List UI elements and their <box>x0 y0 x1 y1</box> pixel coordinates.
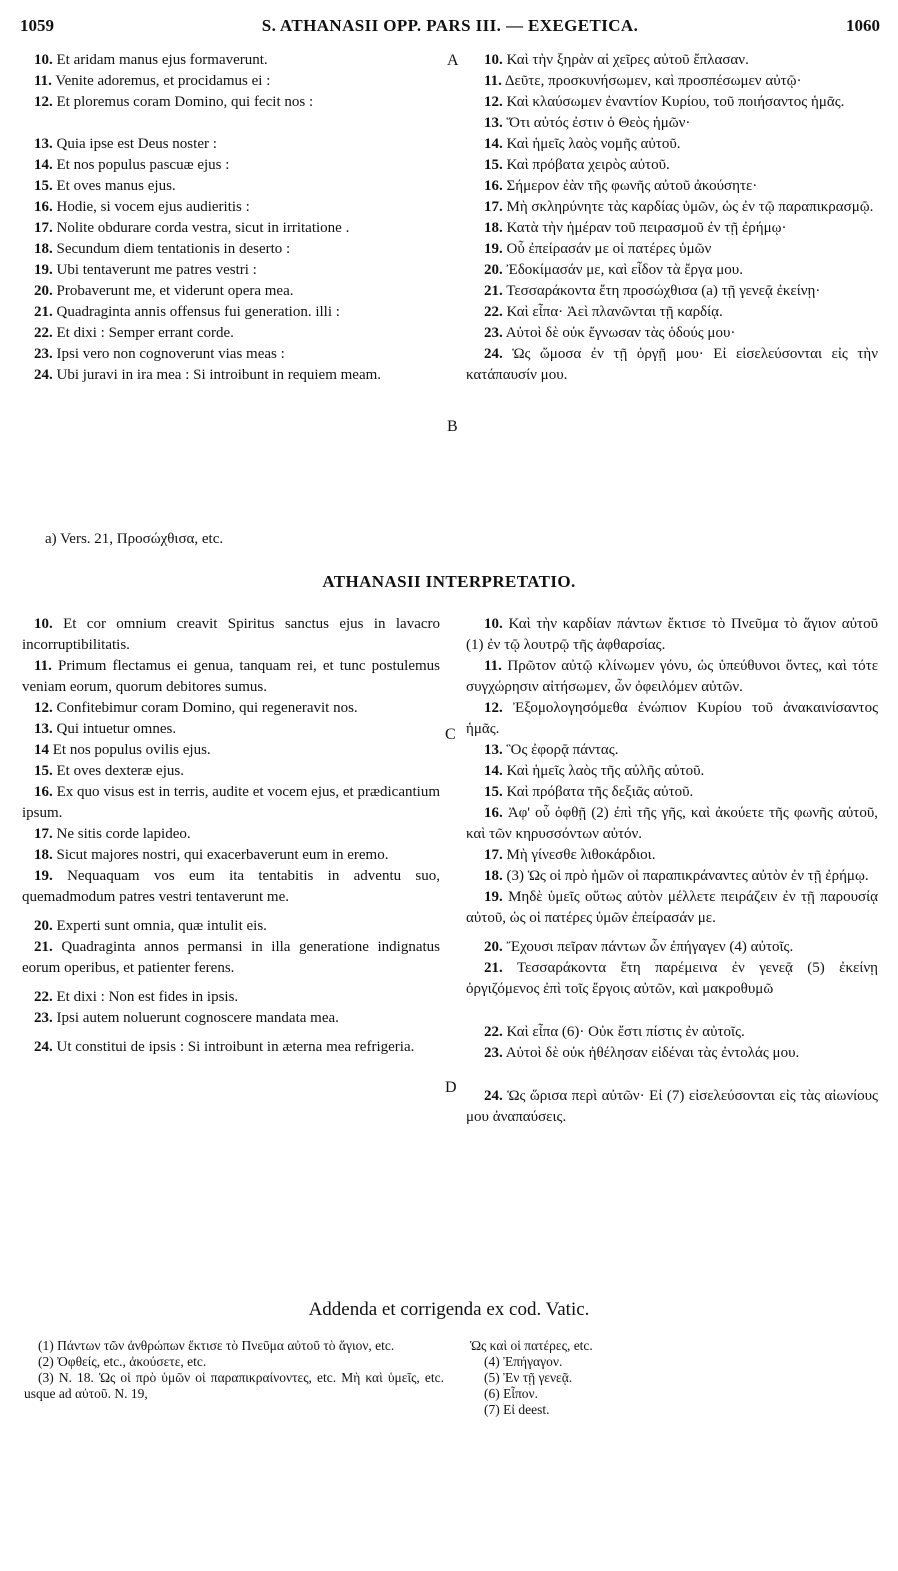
verse: 20. Ἔχουσι πεῖραν πάντων ὧν ἐπήγαγεν (4) αὐτοῖς. <box>484 939 794 955</box>
verse: 24. Ὡς ὤμοσα ἐν τῇ ὀργῇ μου· Εἰ εἰσελεύσονται εἰς τὴν κατάπαυσίν μου. <box>466 346 878 383</box>
verse: 11. Primum flectamus ei genua, tanquam rei, et tunc postulemus veniam eorum, quorum debitores sumus. <box>22 658 440 695</box>
verse: 21. Quadraginta annos permansi in illa generatione indignatus eorum operibus, et patienter ferens. <box>22 939 441 976</box>
verse: 10. Et aridam manus ejus formaverunt. <box>34 52 268 68</box>
verse: 14 Et nos populus ovilis ejus. <box>34 742 211 758</box>
verse: 11. Πρῶτον αὐτῷ κλίνωμεν γόνυ, ὡς ὑπεύθυνοι ὄντες, καὶ τότε συγχώρησιν αἰτήσωμεν, ὧν ὀφειλόμεν αὐτῶν. <box>466 658 879 695</box>
verse: 19. Μηδὲ ὑμεῖς οὕτως αὐτὸν μέλλετε πειράζειν ἐν τῇ παρουσίᾳ αὐτοῦ, ὡς οἱ πατέρες ὑμῶν ἐπείρασάν με. <box>466 889 879 926</box>
verse: 15. Καὶ πρόβατα τῆς δεξιᾶς αὐτοῦ. <box>484 784 694 800</box>
bottom-latin-column <box>22 614 440 1058</box>
addenda-note: (4) Ἐπήγαγον. <box>484 1354 563 1369</box>
page-number-left: 1059 <box>20 16 54 35</box>
margin-letter-d: D <box>445 1079 457 1096</box>
verse: 10. Et cor omnium creavit Spiritus sanctus ejus in lavacro incorruptibilitatis. <box>22 616 441 653</box>
verse: 14. Καὶ ἡμεῖς λαὸς νομῆς αὐτοῦ. <box>484 136 681 152</box>
verse: 23. Ipsi autem noluerunt cognoscere mandata mea. <box>34 1010 339 1026</box>
verse: 14. Et nos populus pascuæ ejus : <box>34 157 230 173</box>
verse: 19. Ubi tentaverunt me patres vestri : <box>34 262 257 278</box>
running-title: S. ATHANASII OPP. PARS III. — EXEGETICA. <box>261 16 639 35</box>
verse: 20. Experti sunt omnia, quæ intulit eis. <box>34 918 267 934</box>
page-header <box>20 12 880 38</box>
verse: 17. Μὴ γίνεσθε λιθοκάρδιοι. <box>484 847 656 863</box>
verse: 12. Ἐξομολογησόμεθα ἐνώπιον Κυρίου τοῦ ἀνακαινίσαντος ἡμᾶς. <box>466 700 879 737</box>
verse: 13. Ὅτι αὐτός ἐστιν ὁ Θεὸς ἡμῶν· <box>484 115 691 131</box>
footnote: a) Vers. 21, Προσώχθισα, etc. <box>45 531 224 547</box>
verse: 16. Ex quo visus est in terris, audite et vocem ejus, et prædicantium ipsum. <box>22 784 441 821</box>
verse: 20. Ἐδοκίμασάν με, καὶ εἶδον τὰ ἔργα μου. <box>484 262 743 278</box>
addenda-note: (6) Εἶπον. <box>484 1386 539 1401</box>
verse: 17. Nolite obdurare corda vestra, sicut in irritatione . <box>34 220 350 236</box>
verse: 10. Καὶ τὴν ξηρὰν αἱ χεῖρες αὐτοῦ ἔπλασαν. <box>484 52 749 68</box>
verse: 24. Ubi juravi in ira mea : Si introibunt in requiem meam. <box>34 367 382 383</box>
verse: 18. Κατὰ τὴν ἡμέραν τοῦ πειρασμοῦ ἐν τῇ ἐρήμῳ· <box>484 220 787 236</box>
verse: 15. Et oves manus ejus. <box>34 178 176 194</box>
top-greek-column <box>466 50 878 386</box>
page-number-right: 1060 <box>846 16 880 35</box>
verse: 20. Probaverunt me, et viderunt opera mea. <box>34 283 294 299</box>
verse: 15. Et oves dexteræ ejus. <box>34 763 184 779</box>
verse: 21. Τεσσαράκοντα ἔτη προσώχθισα (a) τῇ γενεᾷ ἐκείνῃ· <box>484 283 821 299</box>
margin-letter-a: A <box>447 52 459 69</box>
verse: 23. Αὐτοὶ δὲ οὐκ ἔγνωσαν τὰς ὁδούς μου· <box>484 325 736 341</box>
verse: 24. Ut constitui de ipsis : Si introibunt in æterna mea refrigeria. <box>34 1039 415 1055</box>
verse: 18. Secundum diem tentationis in deserto : <box>34 241 291 257</box>
addenda-note: (3) N. 18. Ὡς οἱ πρὸ ὑμῶν οἱ παραπικραίνοντες, etc. Μὴ καὶ ὑμεῖς, etc. usque ad αὐτοῦ. N. 19, <box>24 1370 444 1401</box>
addenda-note: (2) Ὀφθείς, etc., ἀκούσετε, etc. <box>38 1354 207 1369</box>
addenda-heading: Addenda et corrigenda ex cod. Vatic. <box>308 1299 590 1320</box>
addenda-left-column <box>24 1338 444 1402</box>
verse: 12. Et ploremus coram Domino, qui fecit nos : <box>34 94 314 110</box>
margin-letter-b: B <box>447 418 458 435</box>
margin-letter-c: C <box>445 726 456 743</box>
verse: 16. Hodie, si vocem ejus audieritis : <box>34 199 250 215</box>
verse: 11. Δεῦτε, προσκυνήσωμεν, καὶ προσπέσωμεν αὐτῷ· <box>484 73 802 89</box>
verse: 18. Sicut majores nostri, qui exacerbaverunt eum in eremo. <box>34 847 389 863</box>
verse: 13. Quia ipse est Deus noster : <box>34 136 217 152</box>
verse: 21. Τεσσαράκοντα ἔτη παρέμεινα ἐν γενεᾷ (5) ἐκείνῃ ὀργιζόμενος ἐπὶ τοῖς ἔργοις αὐτῶν, καὶ μακροθυμῶ <box>466 960 879 997</box>
verse: 24. Ὡς ὥρισα περὶ αὐτῶν· Εἰ (7) εἰσελεύσονται εἰς τὰς αἰωνίους μου ἀναπαύσεις. <box>466 1088 879 1125</box>
verse: 22. Et dixi : Non est fides in ipsis. <box>34 989 239 1005</box>
addenda-note: Ὡς καὶ οἱ πατέρες, etc. <box>470 1338 593 1353</box>
addenda-note: (7) Εἰ deest. <box>484 1402 550 1417</box>
verse: 16. Σήμερον ἐὰν τῆς φωνῆς αὐτοῦ ἀκούσητε· <box>484 178 758 194</box>
verse: 13. Ὃς ἐφορᾷ πάντας. <box>484 742 619 758</box>
interpretatio-heading: ATHANASII INTERPRETATIO. <box>322 572 576 591</box>
verse: 15. Καὶ πρόβατα χειρὸς αὐτοῦ. <box>484 157 670 173</box>
verse: 22. Καὶ εἶπα (6)· Οὐκ ἔστι πίστις ἐν αὐτοῖς. <box>484 1024 745 1040</box>
verse: 17. Ne sitis corde lapideo. <box>34 826 191 842</box>
top-latin-column <box>22 50 440 386</box>
verse: 18. (3) Ὡς οἱ πρὸ ἡμῶν οἱ παραπικράναντες αὐτὸν ἐν τῇ ἐρήμῳ. <box>484 868 869 884</box>
verse: 19. Οὗ ἐπείρασάν με οἱ πατέρες ὑμῶν <box>484 241 712 257</box>
verse: 22. Καὶ εἶπα· Ἀεὶ πλανῶνται τῇ καρδίᾳ. <box>484 304 723 320</box>
addenda-right-column <box>470 1338 770 1418</box>
verse: 11. Venite adoremus, et procidamus ei : <box>34 73 271 89</box>
verse: 12. Confitebimur coram Domino, qui regeneravit nos. <box>34 700 358 716</box>
verse: 22. Et dixi : Semper errant corde. <box>34 325 234 341</box>
verse: 16. Ἀφ' οὗ ὀφθῇ (2) ἐπὶ τῆς γῆς, καὶ ἀκούετε τῆς φωνῆς αὐτοῦ, καὶ τῶν κηρυσσόντων αὐτόν. <box>466 805 878 842</box>
bottom-greek-column <box>466 614 878 1128</box>
addenda-note: (5) Ἐν τῇ γενεᾷ. <box>484 1370 573 1385</box>
verse: 13. Qui intuetur omnes. <box>34 721 177 737</box>
verse: 10. Καὶ τὴν καρδίαν πάντων ἔκτισε τὸ Πνεῦμα τὸ ἅγιον αὐτοῦ (1) ἐν τῷ λουτρῷ τῆς ἀφθαρσίας. <box>466 616 879 653</box>
verse: 12. Καὶ κλαύσωμεν ἐναντίον Κυρίου, τοῦ ποιήσαντος ἡμᾶς. <box>484 94 845 110</box>
verse: 14. Καὶ ἡμεῖς λαὸς τῆς αὐλῆς αὐτοῦ. <box>484 763 705 779</box>
verse: 23. Αὐτοὶ δὲ οὐκ ἠθέλησαν εἰδέναι τὰς ἐντολάς μου. <box>484 1045 800 1061</box>
verse: 17. Μὴ σκληρύνητε τὰς καρδίας ὑμῶν, ὡς ἐν τῷ παραπικρασμῷ. <box>484 199 874 215</box>
verse: 19. Nequaquam vos eum ita tentabitis in adventu suo, quemadmodum patres vestri tentaverunt me. <box>22 868 441 905</box>
verse: 21. Quadraginta annis offensus fui generation. illi : <box>34 304 340 320</box>
addenda-note: (1) Πάντων τῶν ἀνθρώπων ἔκτισε τὸ Πνεῦμα αὐτοῦ τὸ ἅγιον, etc. <box>38 1338 395 1353</box>
verse: 23. Ipsi vero non cognoverunt vias meas : <box>34 346 285 362</box>
